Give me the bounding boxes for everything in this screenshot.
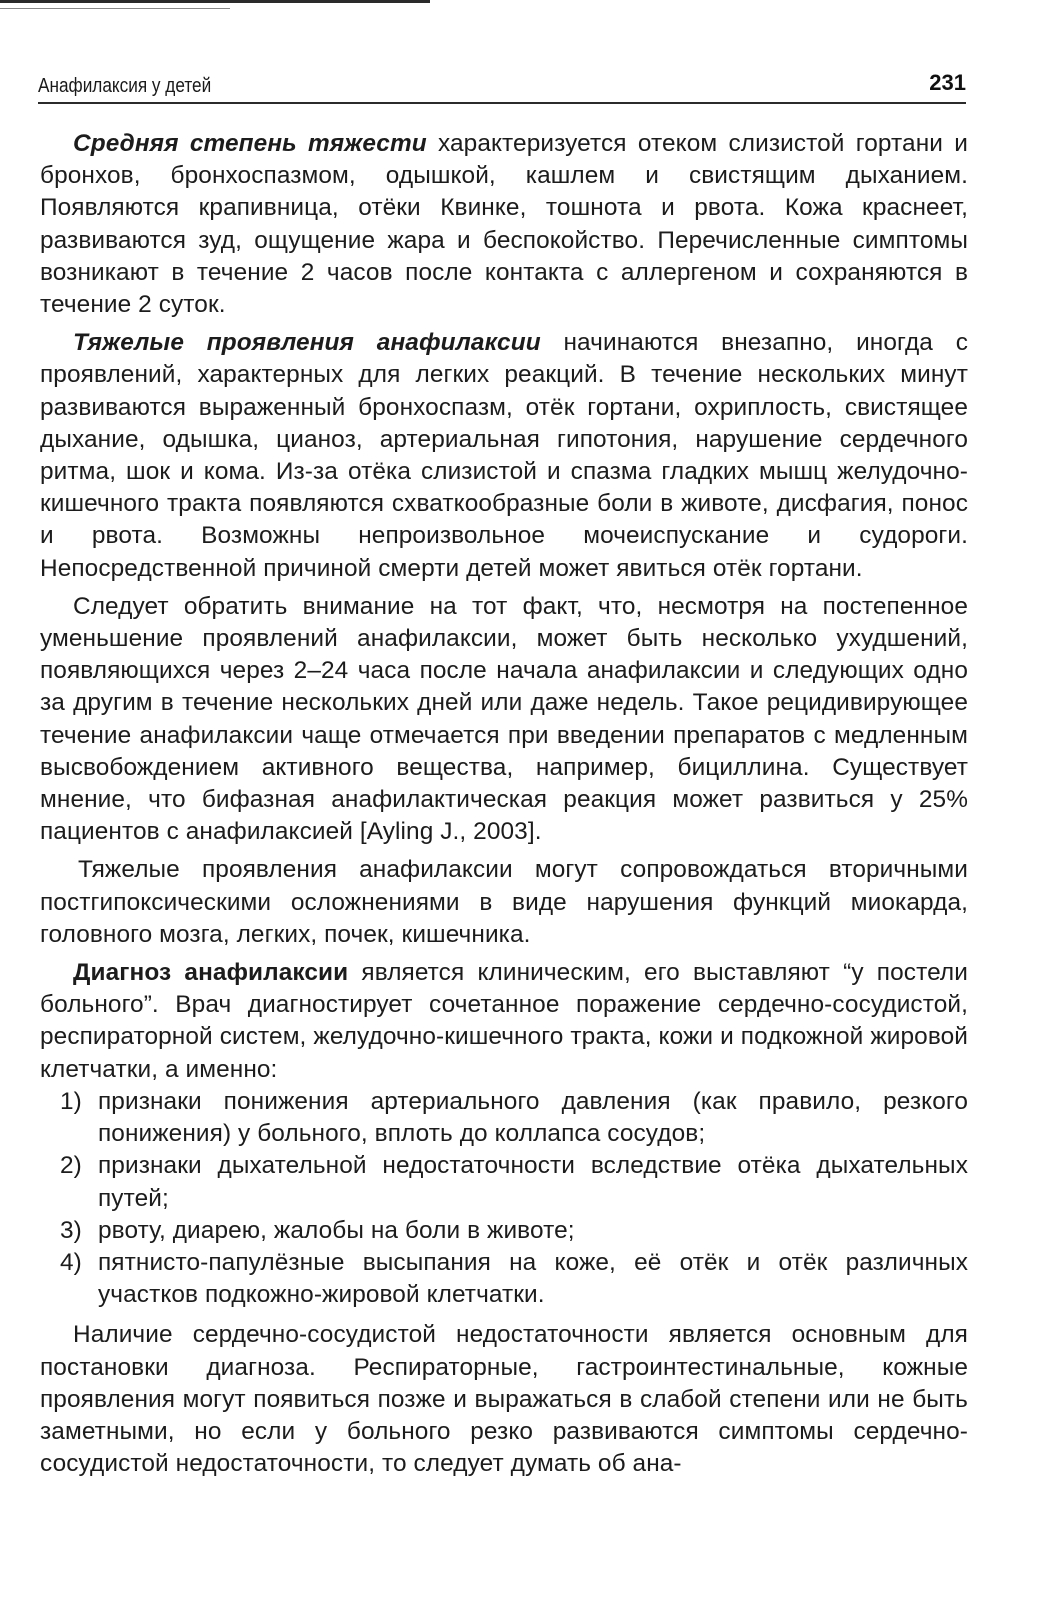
list-item-text: пятнисто-папулёзные высыпания на коже, её отёк и отёк различных участков подкожно-жировой клетчатки. [98, 1248, 968, 1309]
paragraph-diagnosis [40, 957, 968, 1086]
scan-edge-rule [0, 0, 430, 3]
scan-edge-rule-thin [0, 8, 230, 9]
list-item-number: 4) [60, 1248, 82, 1276]
list-item-number: 1) [60, 1087, 82, 1115]
paragraph-text: является клиническим, его выставляют “у постели больного”. Врач диагностирует сочетанное поражение сердечно-сосудистой, респираторной систем, желудочно-кишечного тракта, кожи и подкожной жировой клетчатки, а именно: [40, 959, 968, 1083]
running-title: Анафилаксия у детей [38, 75, 212, 97]
header-rule [38, 102, 966, 104]
paragraph-moderate-severity [40, 128, 968, 321]
list-item-number: 2) [60, 1152, 82, 1180]
list-item-text: признаки дыхательной недостаточности вследствие отёка дыхательных путей; [98, 1152, 968, 1212]
paragraph-recurrence: Следует обратить внимание на тот факт, что, несмотря на постепенное уменьшение проявлений анафилаксии, может быть несколько ухудшений, появляющихся через 2–24 часа после начала анафилаксии и следующих одно за другим в течение нескольких дней или даже недель. Такое рецидивирующее течение анафилаксии чаще отмечается при введении препаратов с медленным высвобождением активного вещества, например, бициллина. Существует мнение, что бифазная анафилактическая реакция может развиться у 25% пациентов с анафилаксией [Ayling J., 2003]. [40, 592, 968, 846]
list-item-text: признаки понижения артериального давления (как правило, резкого понижения) у больного, вплоть до коллапса сосудов; [98, 1087, 968, 1148]
list-item [40, 1086, 968, 1150]
diagnosis-criteria-list [40, 1086, 968, 1311]
paragraph-lead: Диагноз анафилаксии [73, 959, 349, 987]
list-item-number: 3) [60, 1216, 82, 1244]
paragraph-lead: Средняя степень тяжести [73, 130, 427, 157]
list-item [40, 1247, 968, 1311]
list-item-text: рвоту, диарею, жалобы на боли в животе; [98, 1216, 575, 1244]
paragraph-severe-manifestations [40, 327, 968, 585]
paragraph-lead: Тяжелые проявления анафилаксии [73, 329, 541, 357]
paragraph-complications: Тяжелые проявления анафилаксии могут сопровождаться вторичными постгипоксическими осложнениями в виде нарушения функций миокарда, головного мозга, легких, почек, кишечника. [40, 856, 968, 948]
page-number: 231 [929, 70, 966, 95]
running-head [38, 64, 966, 104]
paragraph-text: начинаются внезапно, иногда с проявлений, характерных для легких реакций. В течение нескольких минут развиваются выраженный бронхоспазм, отёк гортани, охриплость, свистящее дыхание, одышка, цианоз, артериальная гипотония, нарушение сердечного ритма, шок и кома. Из-за отёка слизистой и спазма гладких мышц желудочно-кишечного тракта появляются схваткообразные боли в животе, дисфагия, понос и рвота. Возможны непроизвольное мочеиспускание и судороги. Непосредственной причиной смерти детей может явиться отёк гортани. [40, 329, 969, 582]
list-item [40, 1215, 968, 1247]
paragraph-text: характеризуется отеком слизистой гортани и бронхов, бронхоспазмом, одышкой, кашлем и свистящим дыханием. Появляются крапивница, отёки Квинке, тошнота и рвота. Кожа краснеет, развиваются зуд, ощущение жара и беспокойство. Перечисленные симптомы возникают в течение 2 часов после контакта с аллергеном и сохраняются в течение 2 суток. [40, 130, 968, 319]
paragraph-cardiovascular-insufficiency: Наличие сердечно-сосудистой недостаточности является основным для постановки диагноза. Респираторные, гастроинтестинальные, кожные проявления могут появиться позже и выражаться в слабой степени или не быть заметными, но если у больного резко развиваются симптомы сердечно-сосудистой недостаточности, то следует думать об ана- [40, 1321, 968, 1478]
page-body [40, 128, 968, 1480]
list-item [40, 1150, 968, 1214]
